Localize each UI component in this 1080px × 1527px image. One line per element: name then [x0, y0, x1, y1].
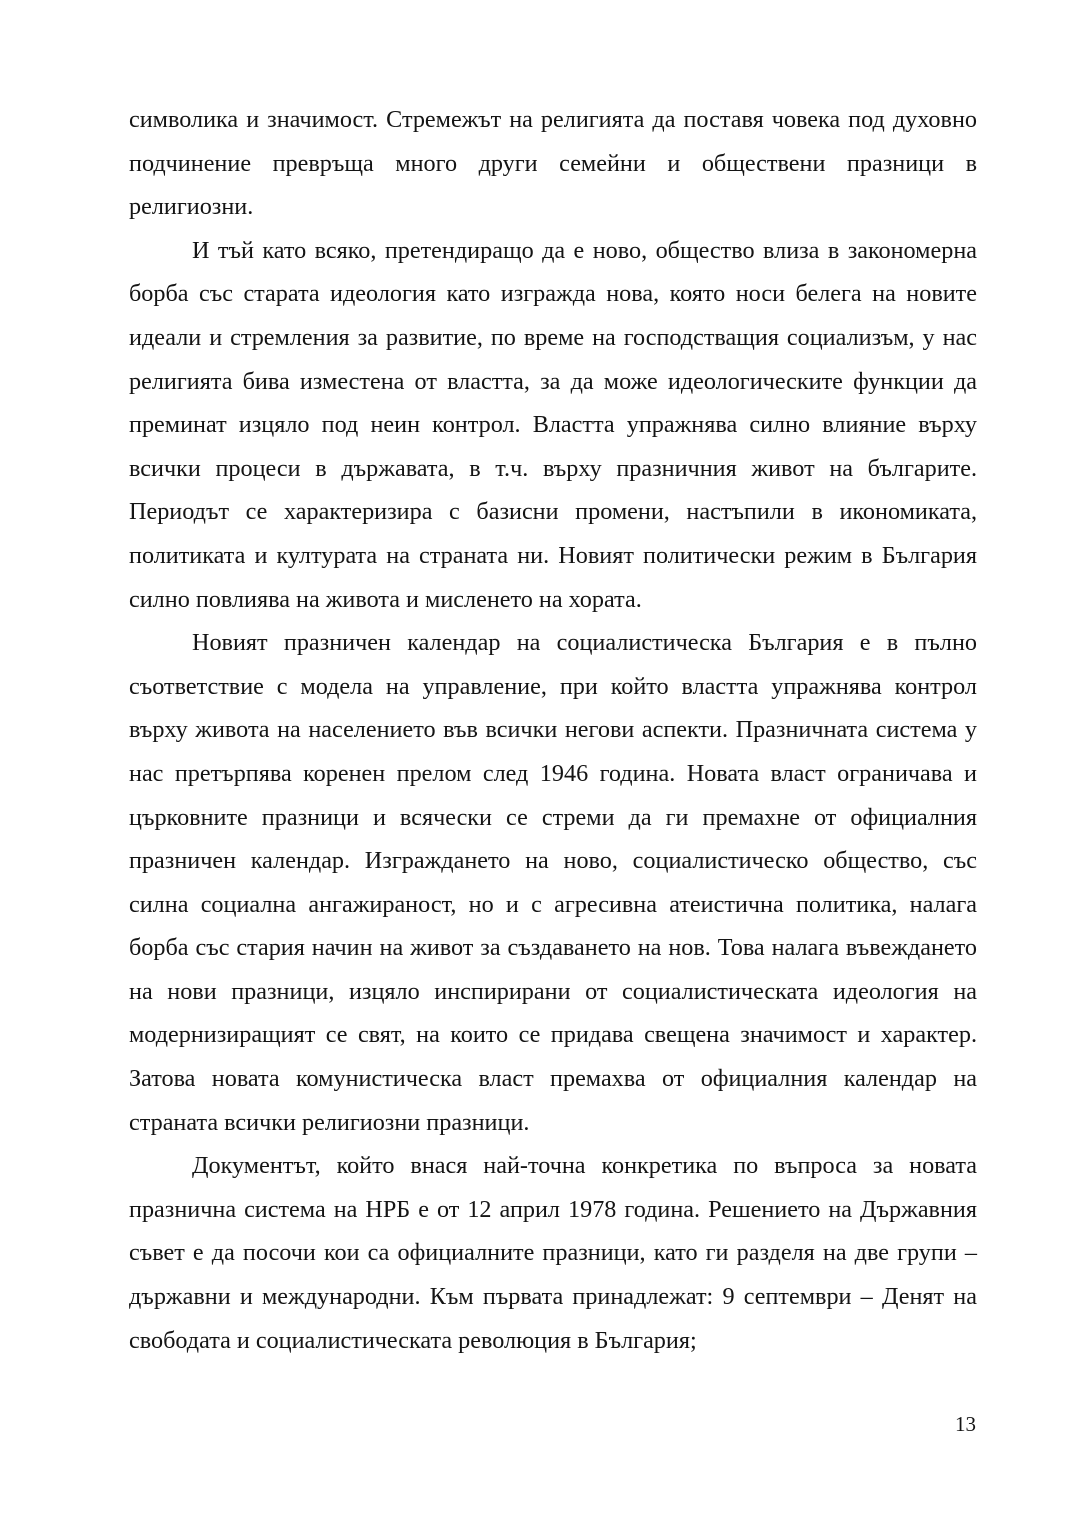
page-number: 13 [955, 1412, 976, 1436]
body-text [129, 98, 977, 1362]
paragraph-4: Документът, който внася най-точна конкретика по въпроса за новата празнична система на НРБ е от 12 април 1978 година. Решението на Държавния съвет е да посочи кои са официалните празници, като ги разделя на две групи – държавни и международни. Към първата принадлежат: 9 септември – Денят на свободата и социалистическата революция в България; [129, 1152, 977, 1354]
paragraph-3: Новият празничен календар на социалистическа България е в пълно съответствие с модела на управление, при който властта упражнява контрол върху живота на населението във всички негови аспекти. Празничната система у нас претърпява коренен прелом след 1946 година. Новата власт ограничава и църковните празници и всячески се стреми да ги премахне от официалния празничен календар. Изграждането на ново, социалистическо общество, със силна социална ангажираност, но и с агресивна атеистична политика, налага борба със стария начин на живот за създаването на нов. Това налага въвеждането на нови празници, изцяло инспирирани от социалистическата идеология на модернизиращият се свят, на които се придава свещена значимост и характер. Затова новата комунистическа власт премахва от официалния календар на страната всички религиозни празници. [129, 629, 977, 1136]
paragraph-1: символика и значимост. Стремежът на религията да поставя човека под духовно подчинение превръща много други семейни и обществени празници в религиозни. [129, 106, 977, 221]
paragraph-2: И тъй като всяко, претендиращо да е ново, общество влиза в закономерна борба със старата идеология като изгражда нова, която носи белега на новите идеали и стремления за развитие, по време на господстващия социализъм, у нас религията бива изместена от властта, за да може идеологическите функции да преминат изцяло под неин контрол. Властта упражнява силно влияние върху всички процеси в държавата, в т.ч. върху празничния живот на българите. Периодът се характеризира с базисни промени, настъпили в икономиката, политиката и културата на страната ни. Новият политически режим в България силно повлиява на живота и мисленето на хората. [129, 236, 977, 613]
